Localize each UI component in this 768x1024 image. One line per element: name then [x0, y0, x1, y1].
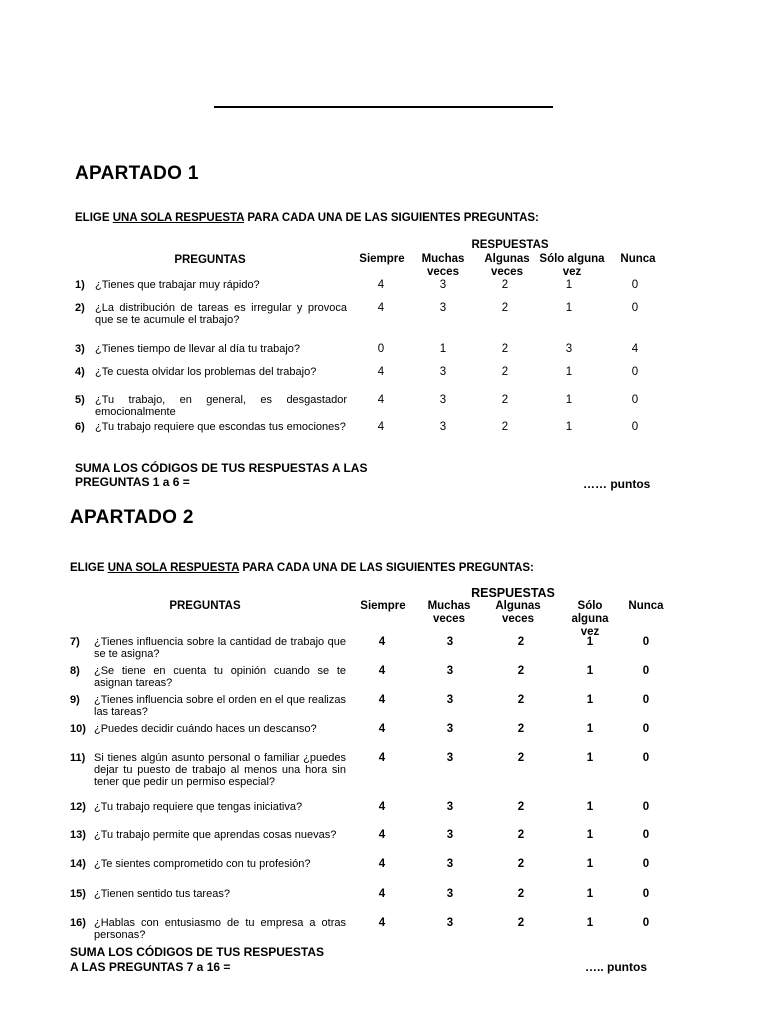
- value-solo-alguna-vez[interactable]: 1: [586, 858, 594, 870]
- value-muchas-veces[interactable]: 3: [439, 302, 447, 314]
- value-nunca[interactable]: 0: [642, 694, 650, 706]
- question-text: ¿Tu trabajo, en general, es desgastador emocionalmente: [95, 394, 347, 418]
- instruction: [75, 212, 539, 224]
- value-muchas-veces[interactable]: 3: [446, 829, 454, 841]
- instruction-prefix: ELIGE: [75, 212, 113, 224]
- instruction-suffix: PARA CADA UNA DE LAS SIGUIENTES PREGUNTAS:: [244, 212, 539, 224]
- question-number: 2): [75, 302, 85, 314]
- question-number: 1): [75, 279, 85, 291]
- value-solo-alguna-vez[interactable]: 1: [586, 917, 594, 929]
- header-solo-alguna-vez: Sólo alguna vez: [539, 253, 605, 278]
- value-solo-alguna-vez[interactable]: 1: [586, 801, 594, 813]
- value-siempre[interactable]: 4: [378, 801, 386, 813]
- value-muchas-veces[interactable]: 3: [446, 801, 454, 813]
- value-muchas-veces[interactable]: 1: [439, 343, 447, 355]
- points-field[interactable]: …… puntos: [583, 477, 651, 491]
- question-number: 10): [70, 723, 86, 735]
- question-number: 11): [70, 752, 86, 764]
- value-solo-alguna-vez[interactable]: 1: [586, 694, 594, 706]
- sum-line-2: PREGUNTAS 1 a 6 =: [75, 475, 190, 489]
- value-nunca[interactable]: 0: [631, 302, 639, 314]
- question-number: 5): [75, 394, 85, 406]
- value-algunas-veces[interactable]: 2: [517, 829, 525, 841]
- question-number: 14): [70, 858, 86, 870]
- value-siempre[interactable]: 4: [378, 917, 386, 929]
- value-muchas-veces[interactable]: 3: [446, 888, 454, 900]
- section-title: APARTADO 2: [70, 507, 194, 528]
- value-nunca[interactable]: 0: [642, 888, 650, 900]
- question-text: ¿Se tiene en cuenta tu opinión cuando se te asignan tareas?: [94, 665, 346, 689]
- value-siempre[interactable]: 4: [377, 366, 385, 378]
- question-text: ¿Hablas con entusiasmo de tu empresa a otras personas?: [94, 917, 346, 941]
- question-number: 12): [70, 801, 86, 813]
- value-solo-alguna-vez[interactable]: 1: [586, 636, 594, 648]
- question-text: ¿La distribución de tareas es irregular y provoca que se te acumule el trabajo?: [95, 302, 347, 326]
- question-text: ¿Tu trabajo permite que aprendas cosas nuevas?: [94, 829, 337, 841]
- question-text: Si tienes algún asunto personal o familiar ¿puedes dejar tu puesto de trabajo al menos una hora sin tener que pedir un permiso especial?: [94, 752, 346, 788]
- question-number: 16): [70, 917, 86, 929]
- header-siempre: Siempre: [360, 600, 406, 612]
- value-solo-alguna-vez[interactable]: 1: [586, 752, 594, 764]
- header-solo-alguna-vez: Sólo alguna vez: [571, 600, 609, 638]
- value-nunca[interactable]: 0: [642, 723, 650, 735]
- value-siempre[interactable]: 4: [378, 888, 386, 900]
- value-nunca[interactable]: 0: [631, 366, 639, 378]
- question-number: 8): [70, 665, 80, 677]
- question-text: ¿Tienes tiempo de llevar al día tu trabajo?: [95, 343, 301, 355]
- value-siempre[interactable]: 4: [377, 302, 385, 314]
- question-text: ¿Tu trabajo requiere que escondas tus emociones?: [95, 421, 346, 433]
- value-muchas-veces[interactable]: 3: [439, 421, 447, 433]
- question-number: 6): [75, 421, 85, 433]
- question-text: ¿Puedes decidir cuándo haces un descanso?: [94, 723, 317, 735]
- instruction-emphasis: UNA SOLA RESPUESTA: [107, 562, 240, 574]
- value-solo-alguna-vez[interactable]: 1: [586, 888, 594, 900]
- value-siempre[interactable]: 4: [378, 858, 386, 870]
- value-algunas-veces[interactable]: 2: [517, 801, 525, 813]
- value-nunca[interactable]: 0: [642, 858, 650, 870]
- value-siempre[interactable]: 4: [378, 636, 386, 648]
- header-preguntas: PREGUNTAS: [169, 600, 241, 612]
- question-text: ¿Tienes influencia sobre la cantidad de trabajo que se te asigna?: [94, 636, 346, 660]
- sum-line-1: SUMA LOS CÓDIGOS DE TUS RESPUESTAS: [70, 945, 325, 959]
- value-nunca[interactable]: 0: [642, 665, 650, 677]
- value-solo-alguna-vez[interactable]: 1: [565, 421, 573, 433]
- value-algunas-veces[interactable]: 2: [517, 636, 525, 648]
- value-siempre[interactable]: 4: [377, 394, 385, 406]
- value-siempre[interactable]: 4: [378, 694, 386, 706]
- header-respuestas: RESPUESTAS: [471, 239, 549, 251]
- header-nunca: Nunca: [628, 600, 664, 612]
- value-nunca[interactable]: 0: [631, 421, 639, 433]
- value-algunas-veces[interactable]: 2: [517, 723, 525, 735]
- value-solo-alguna-vez[interactable]: 1: [586, 723, 594, 735]
- value-muchas-veces[interactable]: 3: [446, 917, 454, 929]
- value-algunas-veces[interactable]: 2: [517, 665, 525, 677]
- value-muchas-veces[interactable]: 3: [439, 366, 447, 378]
- question-text: ¿Tienes influencia sobre el orden en el que realizas las tareas?: [94, 694, 346, 718]
- instruction-emphasis: UNA SOLA RESPUESTA: [112, 212, 245, 224]
- value-siempre[interactable]: 4: [378, 752, 386, 764]
- value-muchas-veces[interactable]: 3: [446, 752, 454, 764]
- value-siempre[interactable]: 4: [377, 279, 385, 291]
- value-muchas-veces[interactable]: 3: [446, 665, 454, 677]
- value-nunca[interactable]: 0: [642, 636, 650, 648]
- value-solo-alguna-vez[interactable]: 1: [586, 829, 594, 841]
- sum-line-2: A LAS PREGUNTAS 7 a 16 =: [70, 960, 231, 974]
- value-algunas-veces[interactable]: 2: [501, 343, 509, 355]
- value-muchas-veces[interactable]: 3: [446, 694, 454, 706]
- value-muchas-veces[interactable]: 3: [446, 636, 454, 648]
- value-algunas-veces[interactable]: 2: [517, 858, 525, 870]
- value-algunas-veces[interactable]: 2: [517, 917, 525, 929]
- points-field[interactable]: ….. puntos: [585, 960, 647, 974]
- value-algunas-veces[interactable]: 2: [517, 694, 525, 706]
- header-algunas-veces: Algunas veces: [484, 253, 530, 278]
- header-muchas-veces: Muchas veces: [427, 600, 471, 625]
- top-rule: [214, 106, 553, 108]
- value-solo-alguna-vez[interactable]: 1: [586, 665, 594, 677]
- value-algunas-veces[interactable]: 2: [517, 888, 525, 900]
- value-algunas-veces[interactable]: 2: [501, 394, 509, 406]
- sum-line-1: SUMA LOS CÓDIGOS DE TUS RESPUESTAS A LAS: [75, 461, 368, 475]
- header-respuestas: RESPUESTAS: [471, 586, 555, 600]
- question-number: 13): [70, 829, 86, 841]
- sum-instruction: [75, 461, 367, 489]
- value-nunca[interactable]: 0: [631, 394, 639, 406]
- value-nunca[interactable]: 0: [631, 279, 639, 291]
- header-preguntas: PREGUNTAS: [174, 254, 246, 266]
- header-siempre: Siempre: [359, 253, 405, 265]
- question-number: 7): [70, 636, 80, 648]
- instruction-prefix: ELIGE: [70, 562, 108, 574]
- value-siempre[interactable]: 4: [378, 723, 386, 735]
- question-text: ¿Te cuesta olvidar los problemas del trabajo?: [95, 366, 317, 378]
- instruction: [70, 562, 534, 574]
- value-siempre[interactable]: 0: [377, 343, 385, 355]
- value-solo-alguna-vez[interactable]: 3: [565, 343, 573, 355]
- question-number: 3): [75, 343, 85, 355]
- header-muchas-veces: Muchas veces: [421, 253, 465, 278]
- question-text: ¿Tienen sentido tus tareas?: [94, 888, 230, 900]
- value-muchas-veces[interactable]: 3: [439, 394, 447, 406]
- value-algunas-veces[interactable]: 2: [501, 279, 509, 291]
- value-algunas-veces[interactable]: 2: [501, 421, 509, 433]
- value-muchas-veces[interactable]: 3: [439, 279, 447, 291]
- header-algunas-veces: Algunas veces: [495, 600, 541, 625]
- value-nunca[interactable]: 0: [642, 917, 650, 929]
- header-nunca: Nunca: [620, 253, 656, 265]
- value-siempre[interactable]: 4: [378, 665, 386, 677]
- value-solo-alguna-vez[interactable]: 1: [565, 302, 573, 314]
- value-nunca[interactable]: 0: [642, 752, 650, 764]
- value-solo-alguna-vez[interactable]: 1: [565, 366, 573, 378]
- value-nunca[interactable]: 0: [642, 801, 650, 813]
- sum-instruction: [70, 945, 324, 975]
- question-number: 4): [75, 366, 85, 378]
- value-nunca[interactable]: 0: [642, 829, 650, 841]
- value-algunas-veces[interactable]: 2: [517, 752, 525, 764]
- value-muchas-veces[interactable]: 3: [446, 858, 454, 870]
- section-title: APARTADO 1: [75, 163, 199, 184]
- value-siempre[interactable]: 4: [378, 829, 386, 841]
- value-siempre[interactable]: 4: [377, 421, 385, 433]
- value-muchas-veces[interactable]: 3: [446, 723, 454, 735]
- value-solo-alguna-vez[interactable]: 1: [565, 279, 573, 291]
- question-number: 15): [70, 888, 86, 900]
- question-number: 9): [70, 694, 80, 706]
- instruction-suffix: PARA CADA UNA DE LAS SIGUIENTES PREGUNTAS:: [239, 562, 534, 574]
- question-text: ¿Te sientes comprometido con tu profesión?: [94, 858, 311, 870]
- value-algunas-veces[interactable]: 2: [501, 302, 509, 314]
- value-solo-alguna-vez[interactable]: 1: [565, 394, 573, 406]
- question-text: ¿Tienes que trabajar muy rápido?: [95, 279, 260, 291]
- question-text: ¿Tu trabajo requiere que tengas iniciativa?: [94, 801, 303, 813]
- value-nunca[interactable]: 4: [631, 343, 639, 355]
- value-algunas-veces[interactable]: 2: [501, 366, 509, 378]
